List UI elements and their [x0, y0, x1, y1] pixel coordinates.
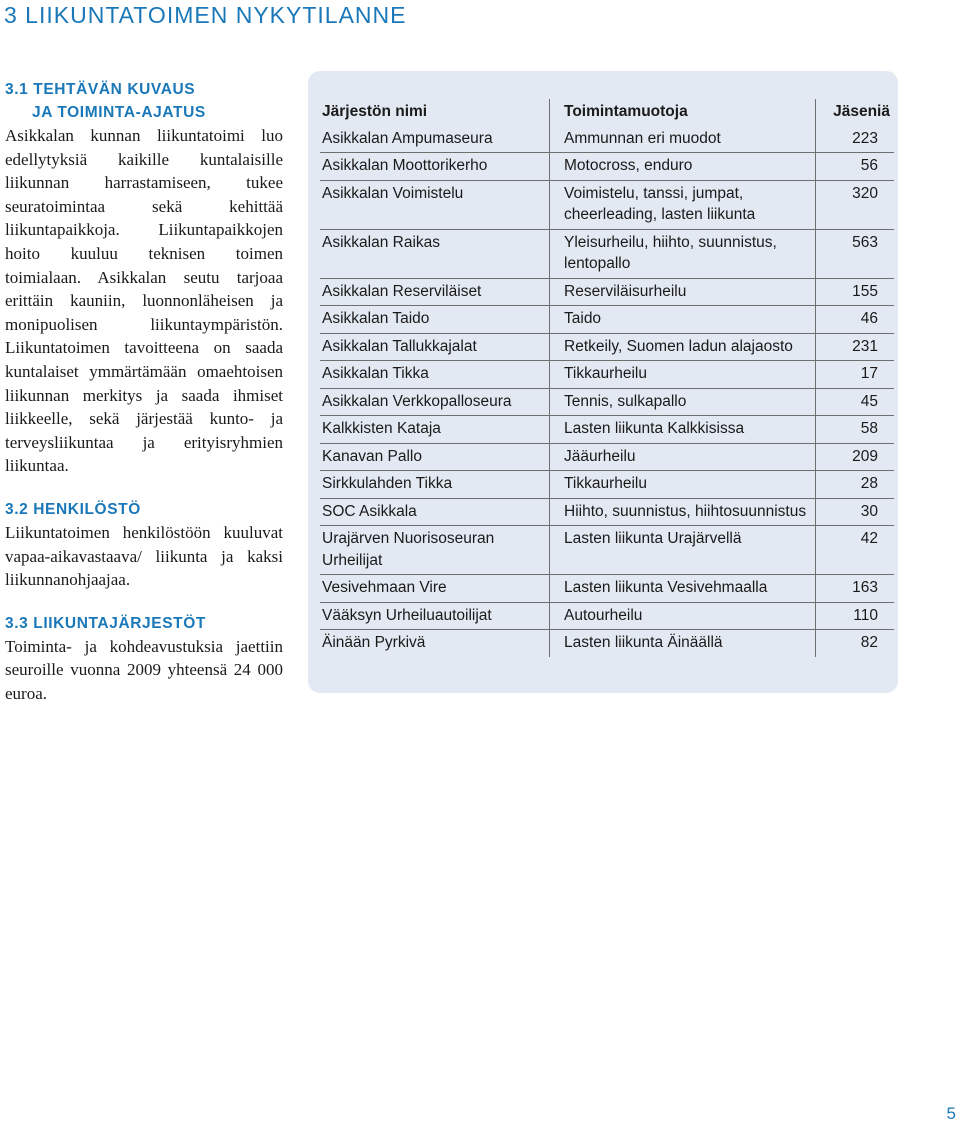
section-heading-3-2-line1: 3.2 HENKILÖSTÖ: [5, 500, 141, 518]
cell-activities: Tikkaurheilu: [550, 471, 816, 499]
table-row: [320, 602, 894, 630]
table-row: [320, 416, 894, 444]
cell-members: 82: [816, 630, 895, 657]
table-row: [320, 126, 894, 153]
section-3-1-body: Asikkalan kunnan liikuntatoimi luo edellytyksiä kaikille kuntalaisille liikunnan harrastamiseen, tukee seuratoimintaa sekä kehittää liikuntapaikkoja. Liikuntapaikkojen hoito kuuluu teknisen toimen toimialaan. Asikkalan seutu tarjoaa erittäin kauniin, luonnonläheisen ja monipuolisen liikuntaympäristön. Liikuntatoimen tavoitteena on saada kuntalaiset ymmärtämään omaehtoisen liikunnan merkitys ja saada ihmiset liikkeelle, sekä järjestää kunto- ja terveysliikuntaa ja erityisryhmien liikuntaa.: [5, 126, 283, 476]
table-row: [320, 306, 894, 334]
cell-activities: Lasten liikunta Äinäällä: [550, 630, 816, 657]
cell-organization-name: SOC Asikkala: [322, 502, 417, 520]
cell-members: 231: [816, 333, 895, 361]
table-row: [320, 630, 894, 657]
cell-members: 45: [816, 388, 895, 416]
section-heading-3-1-line2: JA TOIMINTA-AJATUS: [32, 104, 206, 121]
cell-activities: Lasten liikunta Vesivehmaalla: [550, 575, 816, 603]
left-column: [5, 78, 283, 725]
table-row: [320, 443, 894, 471]
section-heading-3-1: [5, 78, 283, 124]
cell-activities: Voimistelu, tanssi, jumpat, cheerleading, lasten liikunta: [550, 180, 816, 229]
cell-members: 17: [816, 361, 895, 389]
table-row: [320, 575, 894, 603]
cell-organization-name: Kalkkisten Kataja: [322, 420, 441, 437]
cell-members: 209: [816, 443, 895, 471]
cell-organization-name: Asikkalan Reserviläiset: [322, 282, 482, 300]
cell-organization-name: Äinään Pyrkivä: [322, 634, 426, 651]
table-row: [320, 153, 894, 181]
cell-activities: Lasten liikunta Kalkkisissa: [550, 416, 816, 444]
section-heading-3-3: [5, 612, 283, 635]
table-body: [320, 126, 894, 657]
table-row: [320, 526, 894, 575]
organizations-table: [320, 99, 894, 657]
table-row: [320, 388, 894, 416]
cell-members: 58: [816, 416, 895, 444]
table-row: [320, 278, 894, 306]
section-3-2-body: Liikuntatoimen henkilöstöön kuuluvat vapaa-aikavastaava/ liikunta ja kaksi liikunnanohjaajaa.: [5, 522, 283, 590]
header-members: Jäseniä: [816, 99, 895, 126]
cell-organization-name: Vesivehmaan Vire: [322, 579, 447, 596]
cell-activities: Autourheilu: [550, 602, 816, 630]
cell-organization-name: Asikkalan Tallukkajalat: [322, 337, 477, 355]
cell-organization-name: Asikkalan Tikka: [322, 365, 429, 382]
table-row: [320, 361, 894, 389]
header-organization-name: Järjestön nimi: [322, 103, 428, 120]
cell-organization-name: Asikkalan Moottorikerho: [322, 157, 488, 174]
section-heading-3-1-line1: 3.1 TEHTÄVÄN KUVAUS: [5, 81, 196, 98]
cell-organization-name: Asikkalan Taido: [322, 310, 430, 327]
table-header-row: [320, 99, 894, 126]
cell-organization-name: Asikkalan Raikas: [322, 233, 441, 251]
cell-members: 30: [816, 498, 895, 526]
cell-members: 163: [816, 575, 895, 603]
section-3-3-body: Toiminta- ja kohdeavustuksia jaettiin seuroille vuonna 2009 yhteensä 24 000 euroa.: [5, 636, 283, 703]
cell-activities: Motocross, enduro: [550, 153, 816, 181]
header-activities: Toimintamuotoja: [550, 99, 816, 126]
chapter-title: 3 LIIKUNTATOIMEN NYKYTILANNE: [4, 2, 407, 28]
section-heading-3-3-line1: 3.3 LIIKUNTAJÄRJESTÖT: [5, 614, 206, 632]
cell-activities: Lasten liikunta Urajärvellä: [550, 526, 816, 575]
cell-organization-name: Asikkalan Ampumaseura: [322, 129, 493, 147]
cell-members: 563: [816, 229, 895, 278]
cell-members: 320: [816, 180, 895, 229]
cell-activities: Yleisurheilu, hiihto, suunnistus, lentopallo: [550, 229, 816, 278]
table-row: [320, 229, 894, 278]
cell-activities: Taido: [550, 306, 816, 334]
cell-activities: Hiihto, suunnistus, hiihtosuunnistus: [550, 498, 816, 526]
cell-activities: Reserviläisurheilu: [550, 278, 816, 306]
table-row: [320, 471, 894, 499]
section-heading-3-2: [5, 498, 283, 521]
cell-members: 110: [816, 602, 895, 630]
cell-members: 155: [816, 278, 895, 306]
cell-members: 56: [816, 153, 895, 181]
cell-members: 223: [816, 126, 895, 153]
cell-organization-name: Urajärven Nuorisoseuran Urheilijat: [322, 530, 495, 569]
cell-activities: Tennis, sulkapallo: [550, 388, 816, 416]
table-row: [320, 333, 894, 361]
cell-organization-name: Kanavan Pallo: [322, 447, 422, 465]
cell-members: 46: [816, 306, 895, 334]
cell-activities: Tikkaurheilu: [550, 361, 816, 389]
cell-organization-name: Asikkalan Verkkopalloseura: [322, 392, 512, 410]
cell-members: 42: [816, 526, 895, 575]
cell-activities: Ammunnan eri muodot: [550, 126, 816, 153]
cell-organization-name: Sirkkulahden Tikka: [322, 475, 453, 492]
cell-activities: Retkeily, Suomen ladun alajaosto: [550, 333, 816, 361]
organizations-table-panel: [308, 71, 898, 693]
cell-activities: Jääurheilu: [550, 443, 816, 471]
table-row: [320, 498, 894, 526]
cell-organization-name: Vääksyn Urheiluautoilijat: [322, 606, 492, 624]
cell-organization-name: Asikkalan Voimistelu: [322, 184, 464, 202]
page-number: 5: [946, 1104, 956, 1123]
table-row: [320, 180, 894, 229]
cell-members: 28: [816, 471, 895, 499]
